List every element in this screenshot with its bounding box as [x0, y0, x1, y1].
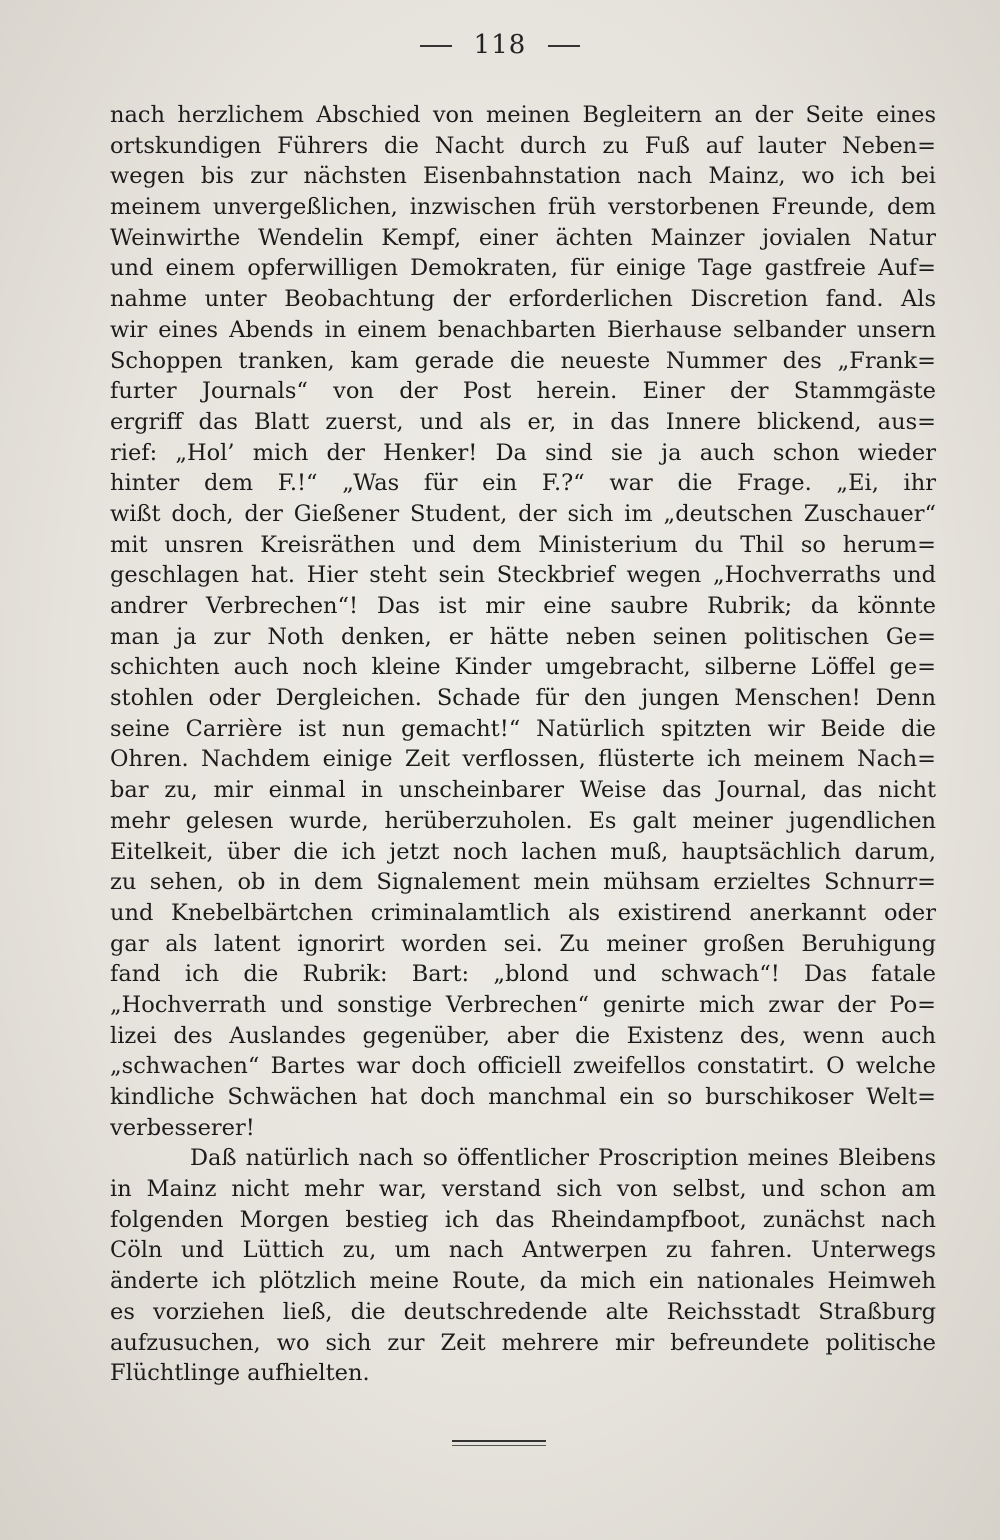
- text-line: mehr gelesen wurde, herüberzuholen. Es galt meiner jugendlichen: [110, 807, 936, 834]
- text-line: lizei des Auslandes gegenüber, aber die Existenz des, wenn auch: [110, 1022, 936, 1049]
- text-line: seine Carrière ist nun gemacht!“ Natürlich spitzten wir Beide die: [110, 715, 936, 742]
- text-line: zu sehen, ob in dem Signalement mein mühsam erzieltes Schnurr=: [110, 869, 936, 896]
- text-line: in Mainz nicht mehr war, verstand sich von selbst, und schon am: [110, 1176, 936, 1203]
- text-line: es vorziehen ließ, die deutschredende alte Reichsstadt Straßburg: [110, 1298, 936, 1325]
- text-line: änderte ich plötzlich meine Route, da mich ein nationales Heimweh: [110, 1268, 936, 1295]
- page-number: 118: [473, 30, 527, 60]
- text-line: hinter dem F.!“ „Was für ein F.?“ war die Frage. „Ei, ihr: [110, 470, 936, 497]
- text-line: nahme unter Beobachtung der erforderlichen Discretion fand. Als: [110, 286, 936, 313]
- text-line: andrer Verbrechen“! Das ist mir eine saubre Rubrik; da könnte: [110, 593, 936, 619]
- text-line: Eitelkeit, über die ich jetzt noch lachen muß, hauptsächlich darum,: [110, 838, 936, 865]
- text-line: „schwachen“ Bartes war doch officiell zweifellos constatirt. O welche: [110, 1053, 936, 1080]
- text-line: ergriff das Blatt zuerst, und als er, in das Innere blickend, aus=: [110, 408, 936, 435]
- page-header: [0, 30, 1000, 60]
- text-line: meinem unvergeßlichen, inzwischen früh verstorbenen Freunde, dem: [110, 194, 936, 221]
- text-line: Schoppen tranken, kam gerade die neueste Nummer des „Frank=: [110, 347, 936, 374]
- text-line: und Knebelbärtchen criminalamtlich als existirend anerkannt oder: [110, 899, 936, 926]
- text-line: stohlen oder Dergleichen. Schade für den jungen Menschen! Denn: [110, 685, 936, 712]
- text-line: und einem opferwilligen Demokraten, für einige Tage gastfreie Auf=: [110, 255, 936, 282]
- text-line: Daß natürlich nach so öffentlicher Proscription meines Bleibens: [190, 1145, 936, 1172]
- text-line: kindliche Schwächen hat doch manchmal ein so burschikoser Welt=: [110, 1084, 936, 1110]
- text-line: folgenden Morgen bestieg ich das Rheindampfboot, zunächst nach: [110, 1206, 936, 1233]
- text-line: ortskundigen Führers die Nacht durch zu Fuß auf lauter Neben=: [110, 132, 936, 159]
- text-line: wegen bis zur nächsten Eisenbahnstation nach Mainz, wo ich bei: [110, 163, 936, 190]
- text-line: Flüchtlinge aufhielten.: [110, 1360, 370, 1387]
- text-line: gar als latent ignorirt worden sei. Zu meiner großen Beruhigung: [110, 930, 936, 957]
- text-line: Cöln und Lüttich zu, um nach Antwerpen zu fahren. Unterwegs: [110, 1237, 936, 1264]
- text-line: furter Journals“ von der Post herein. Einer der Stammgäste: [110, 378, 936, 405]
- text-line: wir eines Abends in einem benachbarten Bierhause selbander unsern: [110, 316, 936, 343]
- text-line: Weinwirthe Wendelin Kempf, einer ächten Mainzer jovialen Natur: [110, 224, 936, 251]
- text-line: schichten auch noch kleine Kinder umgebracht, silberne Löffel ge=: [110, 654, 936, 681]
- text-line: aufzusuchen, wo sich zur Zeit mehrere mir befreundete politische: [110, 1329, 936, 1356]
- text-line: nach herzlichem Abschied von meinen Begleitern an der Seite eines: [110, 102, 936, 128]
- text-line: verbesserer!: [110, 1114, 255, 1141]
- text-line: fand ich die Rubrik: Bart: „blond und schwach“! Das fatale: [110, 961, 936, 988]
- text-line: mit unsren Kreisräthen und dem Ministerium du Thil so herum=: [110, 531, 936, 558]
- text-line: geschlagen hat. Hier steht sein Steckbrief wegen „Hochverraths und: [110, 562, 936, 589]
- text-line: bar zu, mir einmal in unscheinbarer Weise das Journal, das nicht: [110, 777, 936, 804]
- body-text: [110, 100, 936, 1389]
- header-dash-left: [420, 45, 452, 47]
- text-line: Ohren. Nachdem einige Zeit verflossen, flüsterte ich meinem Nach=: [110, 746, 936, 773]
- header-dash-right: [548, 45, 580, 47]
- closing-rule: [452, 1440, 546, 1446]
- text-line: wißt doch, der Gießener Student, der sich im „deutschen Zuschauer“: [110, 500, 936, 527]
- text-line: rief: „Hol’ mich der Henker! Da sind sie ja auch schon wieder: [110, 439, 936, 466]
- text-line: „Hochverrath und sonstige Verbrechen“ genirte mich zwar der Po=: [110, 991, 936, 1018]
- text-line: man ja zur Noth denken, er hätte neben seinen politischen Ge=: [110, 623, 936, 650]
